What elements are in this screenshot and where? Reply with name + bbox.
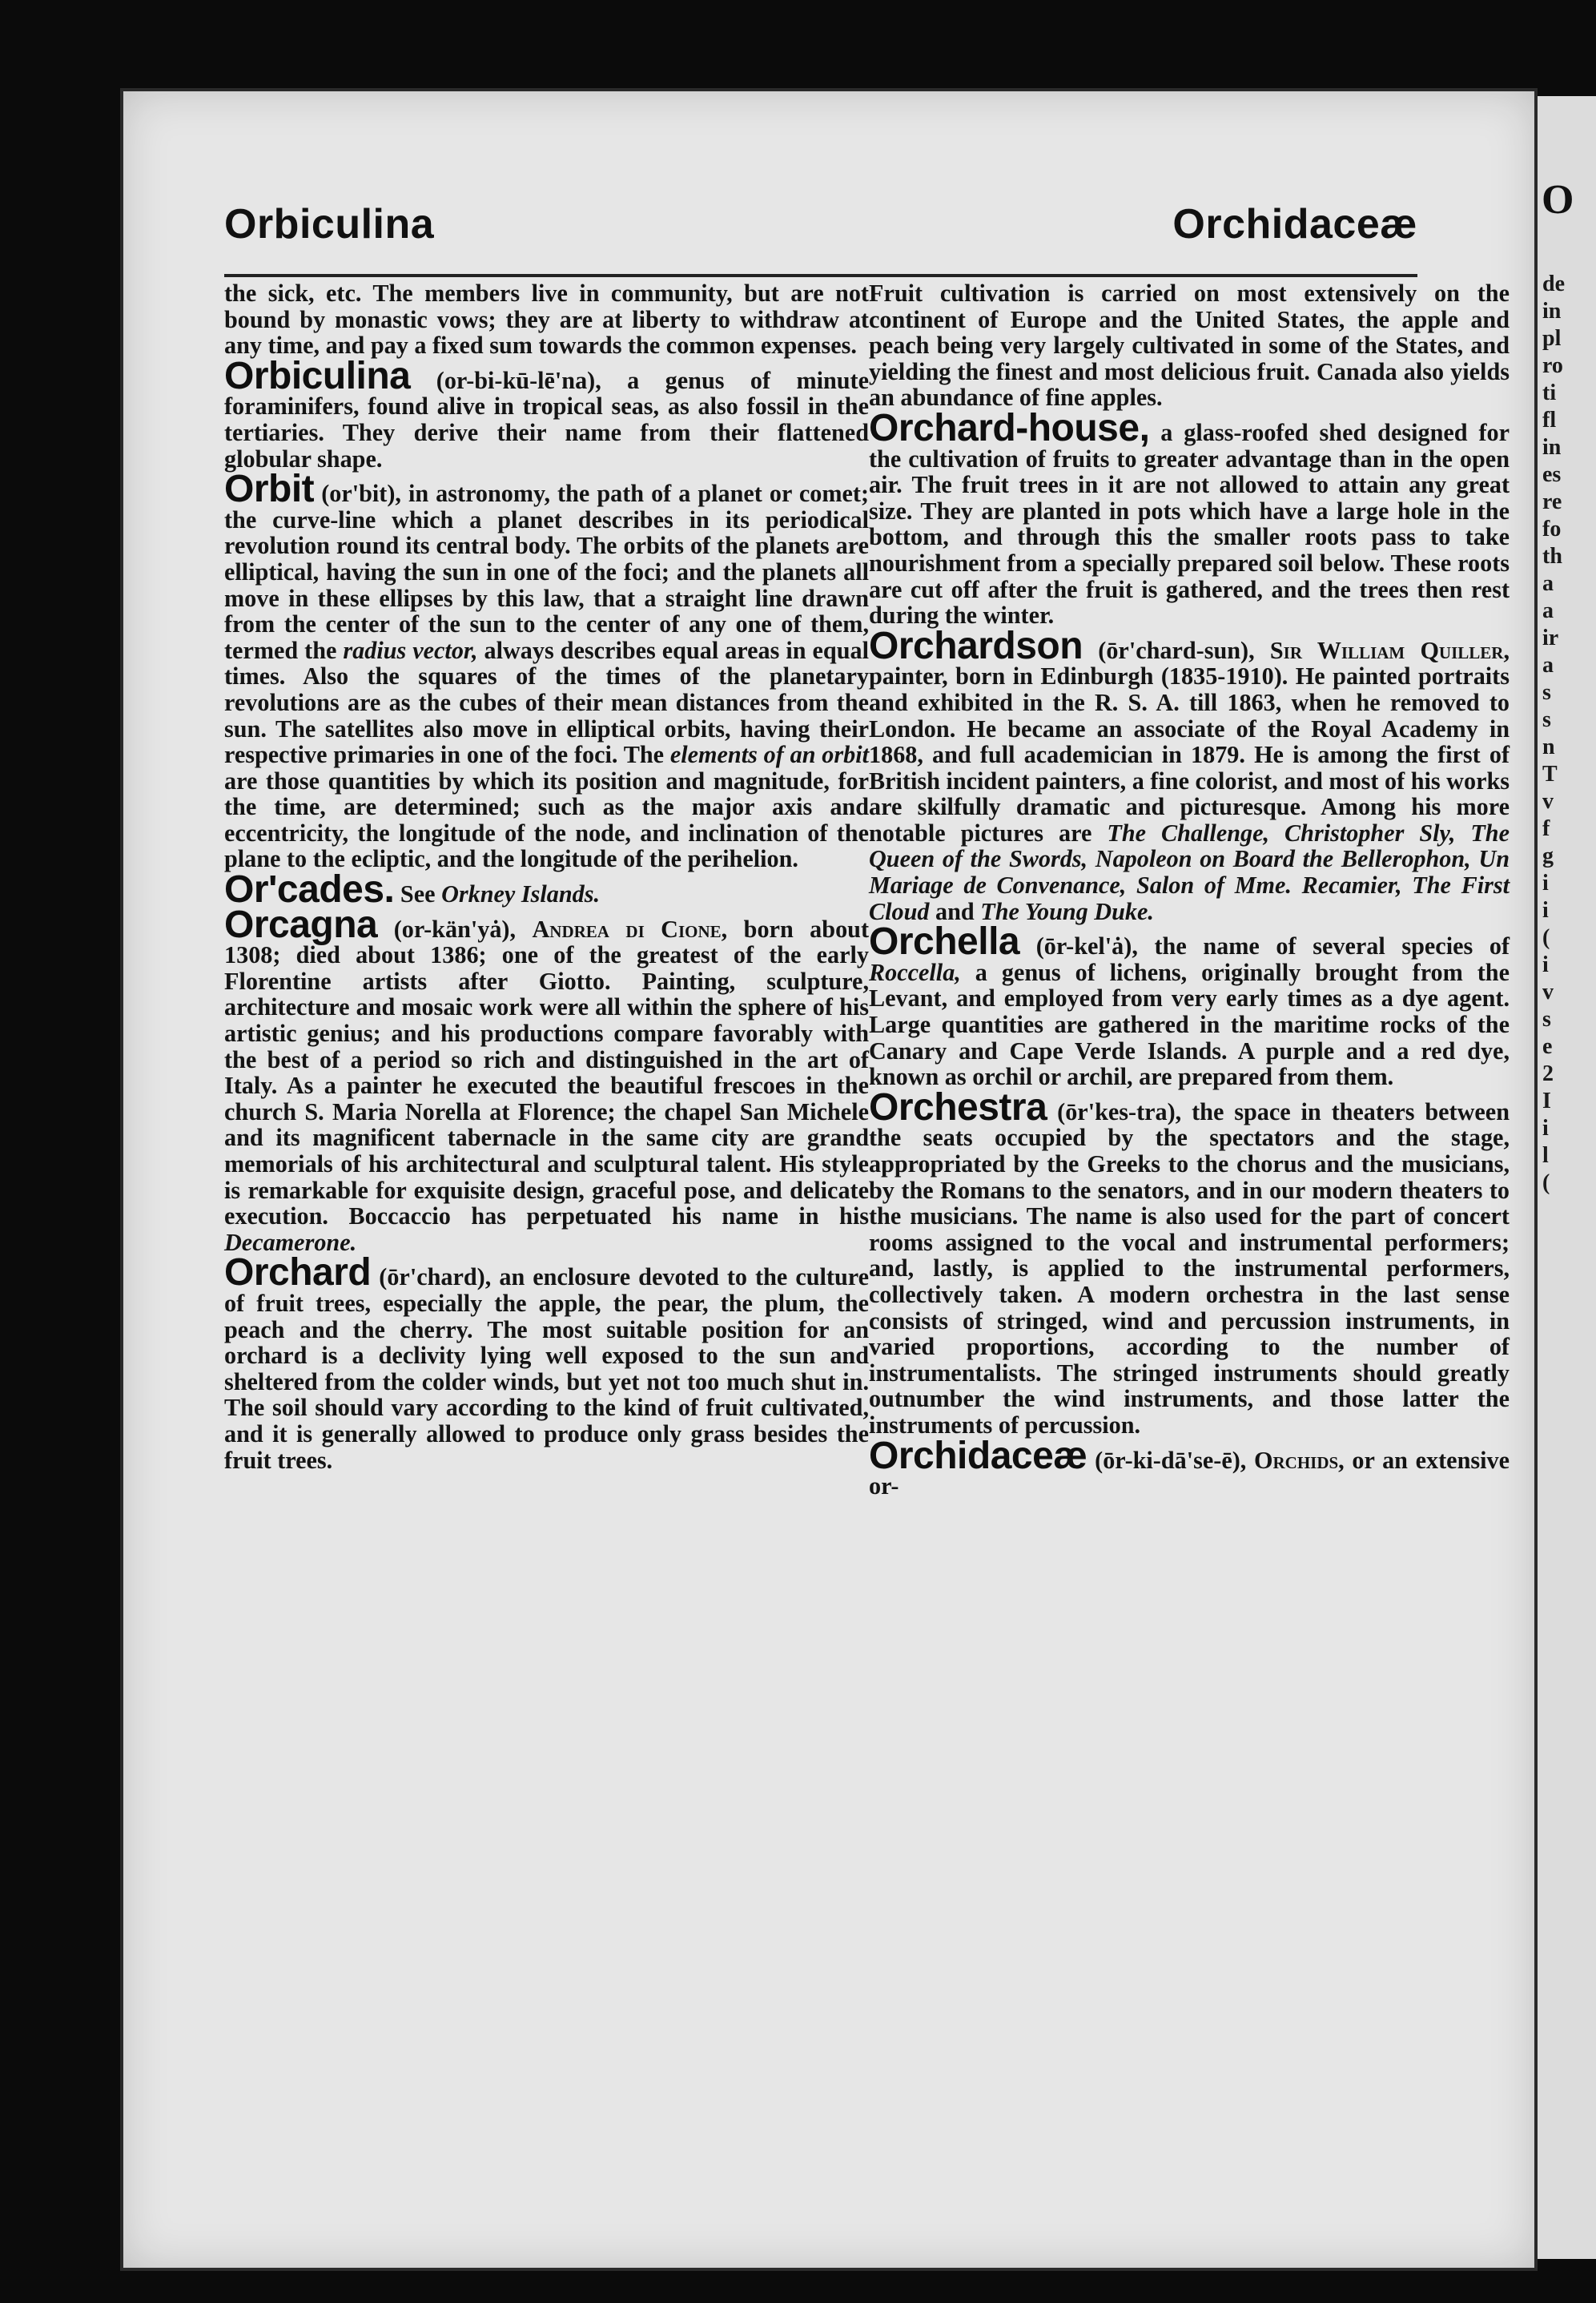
entry-headword: Orchidaceæ	[869, 1434, 1087, 1477]
encyclopedia-entry	[869, 1434, 1510, 1500]
entry-body: a glass-roofed shed designed for the cultivation of fruits to greater advantage than in the open air. The fruit trees in it are not allowed to attain any great size. They are planted in pots which have a large hole in the bottom, and through this the smaller roots pass to take nourishment from a specially prepared soil below. These roots are cut off after the fruit is gathered, and the trees then rest during the winter.	[869, 418, 1510, 630]
adjacent-line-fragment: g	[1542, 843, 1554, 868]
adjacent-line-fragment: v	[1542, 789, 1554, 814]
encyclopedia-entry	[224, 1251, 869, 1474]
entry-body: born about 1308; died about 1386; one of the greatest of the early Florentine artists after Giotto. Painting, sculpture, architecture and mosaic work were all within the sphere of his artistic genius; and his productions compare favorably with the best of a period so rich and distinguished in the art of Italy. As a painter he executed the beautiful frescoes in the church S. Maria Norella at Florence; the chapel San Michele and its magnificent tabernacle in the same city are grand memorials of his architectural and sculptural talent. His style is remarkable for exquisite design, graceful pose, and delicate execution. Boccaccio has perpetuated his name in his	[224, 915, 870, 1230]
adjacent-line-fragment: i	[1542, 952, 1549, 977]
running-head-right: Orchidaceæ	[1172, 201, 1417, 248]
adjacent-line-fragment: ro	[1542, 353, 1563, 378]
entry-headword: Orbiculina	[224, 354, 411, 397]
adjacent-line-fragment: (	[1542, 925, 1550, 950]
header-rule	[224, 274, 1417, 277]
encyclopedia-entry	[224, 354, 870, 473]
entry-body: See	[394, 880, 442, 908]
adjacent-line-fragment: (	[1542, 1170, 1550, 1195]
entry-body: an enclosure devoted to the culture of fruit trees, especially the apple, the pear, the plum, the peach and the cherry. The most suitable position for an orchard is a declivity lying well exposed to the sun and sheltered from the colder winds, but yet not too much shut in. The soil should vary according to the kind of fruit cultivated, and it is generally allowed to produce only grass besides the fruit trees.	[224, 1263, 869, 1474]
adjacent-line-fragment: e	[1542, 1034, 1553, 1059]
entry-headword: Orchella	[869, 920, 1020, 964]
adjacent-line-fragment: ti	[1542, 380, 1557, 405]
entry-pronunciation: (or-bi-kū-lē'na),	[436, 366, 601, 394]
entry-headword: Or'cades.	[224, 868, 395, 912]
adjacent-line-fragment: a	[1542, 653, 1554, 678]
adjacent-line-fragment: f	[1542, 816, 1550, 841]
entry-full-name: Orchids,	[1254, 1446, 1345, 1474]
adjacent-line-fragment: n	[1542, 735, 1555, 759]
entry-body: or	[1344, 1446, 1383, 1474]
adjacent-line-fragment: es	[1542, 462, 1562, 487]
encyclopedia-page	[120, 88, 1538, 2271]
entry-italic: elements of an orbit	[669, 741, 869, 769]
entry-body: and	[929, 897, 981, 925]
adjacent-line-fragment: pl	[1542, 326, 1562, 351]
entry-pronunciation: (ōr-ki-dā'se-ē),	[1095, 1446, 1247, 1474]
adjacent-line-fragment: i	[1542, 1116, 1549, 1141]
entry-headword: Orchestra	[869, 1085, 1047, 1129]
continued-paragraph	[224, 280, 869, 359]
entry-body: a genus of lichens, originally brought from the Levant, and employed from very early times as a dye agent. Large quantities are gathered in the maritime rocks of the Canary and Cape Verde Islands. A purple and a red dye, known as orchil or archil, are prepared from them.	[869, 958, 1510, 1091]
entry-pronunciation: (ōr'chard-sun),	[1098, 636, 1255, 664]
entry-italic: The Challenge, Christopher Sly, The Queen of the Swords, Napoleon on Board the Bellerophon, Un Mariage de Convenance, Salon of Mme. Recamier, The First Cloud	[869, 819, 1510, 925]
encyclopedia-entry	[224, 868, 869, 912]
entry-body: always describes equal areas in equal times. Also the squares of the times of the planetary revolutions are as the cubes of their mean distances from the sun. The satellites also move in elliptical orbits, having their respective primaries in one of the foci. The	[224, 636, 869, 769]
adjacent-line-fragment: T	[1542, 762, 1558, 787]
adjacent-line-fragment: s	[1542, 707, 1551, 732]
running-head-left: Orbiculina	[224, 201, 435, 248]
entry-body: the name of several species of	[1137, 932, 1510, 960]
entry-body: painter, born in Edinburgh (1835-1910). He painted portraits and exhibited in the R. S. A. till 1863, when he removed to London. He became an associate of the Royal Academy in 1868, and full academician in 1879. He is among the first of British incident painters, a fine colorist, and most of his works are skilfully dramatic and picturesque. Among his more notable pictures are	[869, 662, 1510, 847]
adjacent-line-fragment: a	[1542, 571, 1554, 596]
adjacent-line-fragment: in	[1542, 299, 1562, 324]
adjacent-line-fragment: s	[1542, 1007, 1551, 1032]
entry-italic: Decamerone.	[224, 1228, 357, 1256]
adjacent-line-fragment: de	[1542, 272, 1565, 296]
entry-headword: Orchard-house,	[869, 406, 1150, 449]
entry-italic: Orkney Islands.	[441, 880, 600, 908]
encyclopedia-entry	[224, 903, 870, 1256]
encyclopedia-entry	[869, 406, 1510, 630]
adjacent-line-fragment: re	[1542, 489, 1562, 514]
entry-pronunciation: (or-kän'yȧ),	[393, 915, 517, 943]
text-column-right	[869, 280, 1510, 2219]
entry-body: a genus of minute foraminifers, found alive in tropical seas, as also fossil in the tertiaries. They derive their name from their flattened globular shape.	[224, 366, 870, 473]
entry-pronunciation: (ōr'chard),	[379, 1263, 492, 1291]
entry-headword: Orchard	[224, 1251, 372, 1294]
entry-italic: Roccella,	[869, 958, 961, 986]
adjacent-line-fragment: th	[1542, 544, 1562, 569]
adjacent-line-fragment: v	[1542, 980, 1554, 1005]
entry-headword: Orchardson	[869, 624, 1083, 667]
paragraph-text: Fruit cultivation is carried on most extensively on the continent of Europe and the United States, the apple and peach being very largely cultivated in some of the States, and yielding the finest and most delicious fruit. Canada also yields an abundance of fine apples.	[869, 280, 1510, 412]
adjacent-line-fragment: i	[1542, 871, 1549, 896]
entry-full-name: Andrea di Cione,	[532, 915, 728, 943]
entry-headword: Orbit	[224, 468, 315, 511]
adjacent-line-fragment: 2	[1542, 1061, 1554, 1086]
adjacent-line-fragment: l	[1542, 1143, 1549, 1168]
encyclopedia-entry	[224, 468, 870, 873]
entry-body: an extensive or-	[869, 1446, 1510, 1500]
adjacent-line-fragment: a	[1542, 598, 1554, 623]
entry-italic: radius vector,	[343, 636, 478, 664]
adjacent-line-fragment: i	[1542, 898, 1549, 923]
text-column-left	[224, 280, 869, 2219]
adjacent-line-fragment: s	[1542, 680, 1551, 705]
adjacent-line-fragment: I	[1542, 1089, 1551, 1113]
continued-paragraph	[869, 280, 1510, 411]
entry-headword: Orcagna	[224, 903, 378, 946]
entry-body: in astronomy, the path of a planet or comet; the curve-line which a planet describes in its periodical revolution round its central body. The orbits of the planets are elliptical, having the sun in one of the foci; and the planets all move in these ellipses by this law, that a straight line drawn from the center of the sun to the center of any one of them, termed the	[224, 480, 870, 664]
adjacent-line-fragment: ir	[1542, 626, 1559, 650]
adjacent-page-head: O	[1542, 177, 1574, 223]
adjacent-page-text-stubs	[1542, 271, 1590, 1197]
entry-italic: The Young Duke.	[980, 897, 1154, 925]
entry-body: are those quantities by which its position and magnitude, for the time, are determined; such as the major axis and eccentricity, the longitude of the node, and inclination of the plane to the ecliptic, and the longitude of the perihelion.	[224, 767, 869, 873]
encyclopedia-entry	[869, 920, 1510, 1091]
adjacent-page-edge	[1538, 96, 1596, 2259]
encyclopedia-entry	[869, 624, 1510, 925]
entry-body: the space in theaters between the seats occupied by the spectators and the stage, appropriated by the Greeks to the chorus and the musicians, by the Romans to the senators, and in our modern theaters to the musicians. The name is also used for the part of concert rooms assigned to the vocal and instrumental performers; and, lastly, is applied to the instrumental performers, collectively taken. A modern orchestra in the last sense consists of stringed, wind and percussion instruments, in varied proportions, according to the number of instrumentalists. The stringed instruments should greatly outnumber the wind instruments, and those latter the instruments of percussion.	[869, 1097, 1510, 1439]
adjacent-line-fragment: fl	[1542, 408, 1557, 433]
adjacent-line-fragment: fo	[1542, 517, 1562, 542]
adjacent-line-fragment: in	[1542, 435, 1562, 460]
encyclopedia-entry	[869, 1085, 1510, 1439]
entry-full-name: Sir William Quiller,	[1269, 636, 1510, 664]
entry-pronunciation: (or'bit),	[321, 480, 401, 508]
paragraph-text: the sick, etc. The members live in community, but are not bound by monastic vows; they are at liberty to withdraw at any time, and pay a fixed sum towards the common expenses.	[224, 280, 869, 360]
entry-pronunciation: (ōr'kes-tra),	[1057, 1097, 1182, 1125]
entry-pronunciation: (ōr-kel'ȧ),	[1035, 932, 1138, 960]
